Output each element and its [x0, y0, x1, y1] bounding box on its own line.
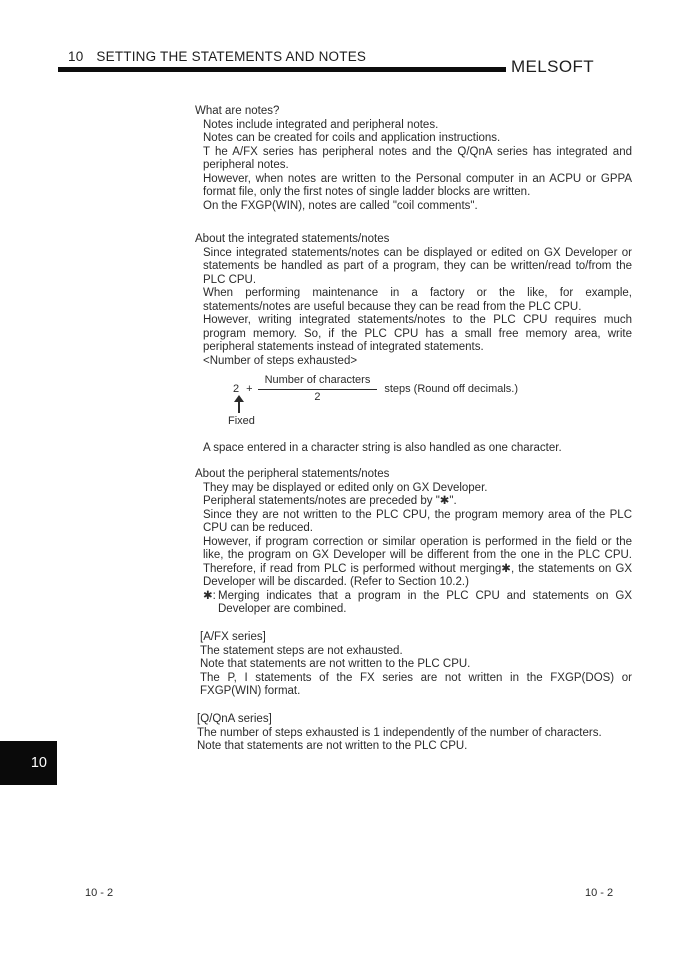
- paragraph: Note that statements are not written to the PLC CPU.: [200, 658, 471, 670]
- footer-page-number-right: 10 - 2: [585, 887, 614, 899]
- paragraph: Since they are not written to the PLC CPU, the program memory area of the PLC CPU can be reduced.: [203, 508, 632, 534]
- formula-plus-operator: +: [246, 382, 253, 395]
- fraction-numerator: Number of characters: [258, 374, 378, 390]
- paragraph: Notes can be created for coils and application instructions.: [203, 132, 501, 144]
- paragraph: The P, I statements of the FX series are not written in the FXGP(DOS) or FXGP(WIN) format.: [200, 671, 632, 697]
- merging-footnote: [195, 590, 632, 617]
- section-afx-series: [195, 631, 632, 699]
- paragraph: Notes include integrated and peripheral notes.: [203, 118, 439, 131]
- section-heading: [A/FX series]: [200, 631, 266, 643]
- chapter-side-tab: 10: [0, 741, 57, 785]
- formula-constant: 2: [233, 382, 240, 395]
- header-rule: [58, 67, 506, 72]
- paragraph: However, writing integrated statements/notes to the PLC CPU requires much program memory. So, if the PLC CPU has a small free memory area, write peripheral statements instead of integrated statements.: [203, 314, 632, 353]
- space-character-note: A space entered in a character string is also handled as one character.: [203, 442, 562, 454]
- paragraph: On the FXGP(WIN), notes are called "coil comments".: [203, 199, 478, 212]
- paragraph: However, if program correction or similar operation is performed in the field or the like, the program on GX Developer will be different from the one in the PLC CPU. Therefore, if read from PLC is performed without merging✱, the statements on GX Developer will be discarded. (Refer to Section 10.2.): [203, 535, 632, 588]
- formula-row: [233, 374, 518, 404]
- chapter-number: 10: [68, 49, 84, 64]
- section-heading: What are notes?: [195, 105, 280, 117]
- formula-result-text: steps (Round off decimals.): [384, 382, 519, 395]
- paragraph: The number of steps exhausted is 1 independently of the number of characters.: [197, 726, 602, 739]
- steps-formula: [228, 374, 519, 427]
- paragraph: Note that statements are not written to the PLC CPU.: [197, 740, 468, 752]
- footnote-asterisk-marker: ✱:: [203, 589, 216, 602]
- section-integrated-statements: [195, 233, 632, 368]
- section-heading: [Q/QnA series]: [197, 713, 272, 725]
- paragraph: T he A/FX series has peripheral notes and the Q/QnA series has integrated and peripheral notes.: [203, 145, 632, 171]
- section-qqna-series: [195, 713, 632, 754]
- section-what-are-notes: [195, 105, 632, 213]
- footer-page-number-left: 10 - 2: [85, 887, 114, 899]
- chapter-title: SETTING THE STATEMENTS AND NOTES: [96, 49, 367, 64]
- fraction-denominator: 2: [314, 391, 321, 403]
- paragraph: <Number of steps exhausted>: [203, 354, 358, 367]
- paragraph: They may be displayed or edited only on GX Developer.: [203, 481, 488, 494]
- paragraph: When performing maintenance in a factory or the like, for example, statements/notes are useful because they can be read from the PLC CPU.: [203, 287, 632, 313]
- paragraph: However, when notes are written to the Personal computer in an ACPU or GPPA format file, only the first notes of single ladder blocks are written.: [203, 172, 632, 198]
- page-header-title: [68, 49, 366, 64]
- formula-fraction: [258, 374, 378, 404]
- section-heading: About the integrated statements/notes: [195, 233, 390, 245]
- paragraph: The statement steps are not exhausted.: [200, 644, 403, 657]
- section-heading: About the peripheral statements/notes: [195, 468, 390, 480]
- up-arrow-icon: [233, 395, 245, 413]
- footnote-text: Merging indicates that a program in the PLC CPU and statements on GX Developer are combined.: [218, 589, 632, 615]
- paragraph: Peripheral statements/notes are preceded by "✱".: [203, 495, 457, 507]
- brand-logo-text: MELSOFT: [511, 57, 595, 76]
- section-peripheral-statements: [195, 468, 632, 617]
- formula-fixed-label: Fixed: [228, 415, 255, 427]
- paragraph: Since integrated statements/notes can be displayed or edited on GX Developer or statements be handled as part of a program, they can be written/read to/from the PLC CPU.: [203, 246, 632, 286]
